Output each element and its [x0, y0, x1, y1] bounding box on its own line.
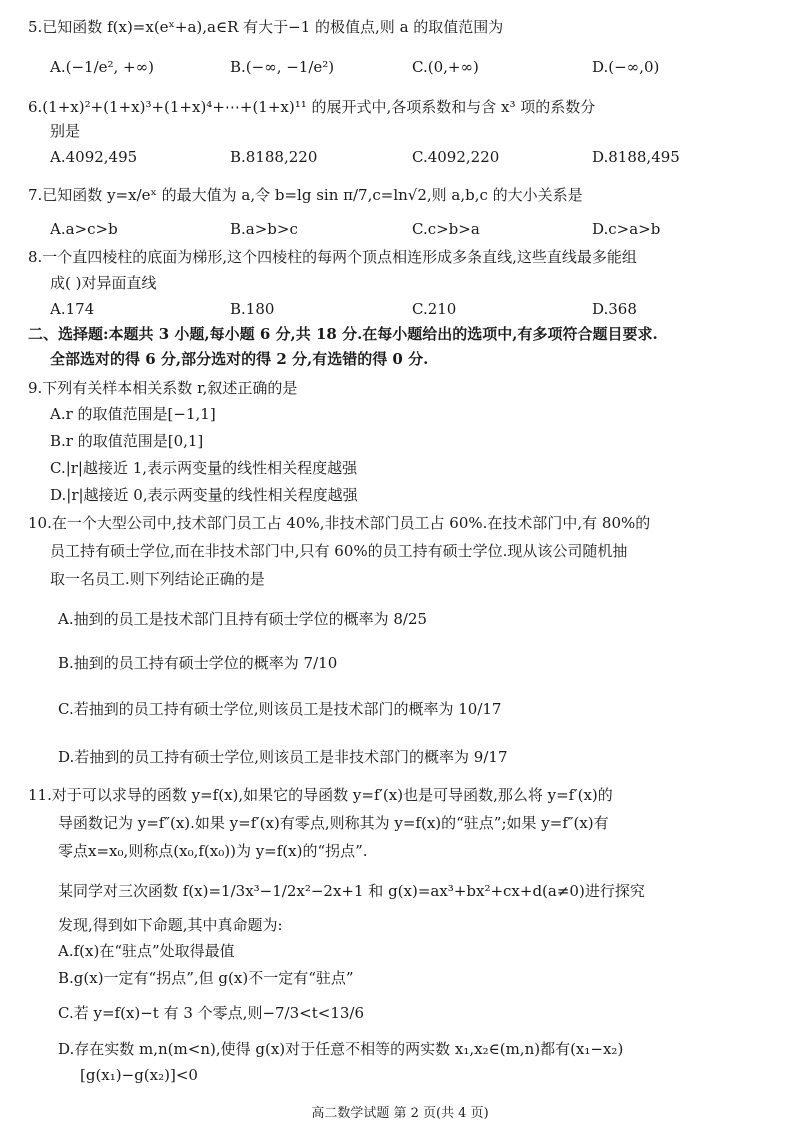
- question-10-option-d: D.若抽到的员工持有硕士学位,则该员工是非技术部门的概率为 9/17: [58, 748, 508, 766]
- question-7-stem: 7.已知函数 y=x/eˣ 的最大值为 a,令 b=lg sin π/7,c=ln√2,则 a,b,c 的大小关系是: [28, 186, 583, 204]
- question-6-option-d: D.8188,495: [592, 148, 680, 166]
- question-9-option-c: C.|r|越接近 1,表示两变量的线性相关程度越强: [50, 459, 358, 477]
- question-8-option-a: A.174: [50, 300, 95, 318]
- question-11-option-c: C.若 y=f(x)−t 有 3 个零点,则−7/3<t<13/6: [58, 1004, 365, 1022]
- question-9-option-a: A.r 的取值范围是[−1,1]: [50, 405, 216, 423]
- question-7-option-d: D.c>a>b: [592, 220, 661, 238]
- question-9-option-d: D.|r|越接近 0,表示两变量的线性相关程度越强: [50, 486, 358, 504]
- page-footer: 高二数学试题 第 2 页(共 4 页): [311, 1106, 489, 1121]
- section-2-heading-line2: 全部选对的得 6 分,部分选对的得 2 分,有选错的得 0 分.: [50, 350, 429, 368]
- question-11-option-d-continued: [g(x₁)−g(x₂)]<0: [80, 1066, 198, 1084]
- question-8-option-c: C.210: [412, 300, 457, 318]
- question-11-stem-line1: 11.对于可以求导的函数 y=f(x),如果它的导函数 y=f′(x)也是可导函数,那么将 y=f′(x)的: [28, 786, 613, 804]
- question-6-option-a: A.4092,495: [50, 148, 138, 166]
- question-9-option-b: B.r 的取值范围是[0,1]: [50, 432, 204, 450]
- question-7-option-c: C.c>b>a: [412, 220, 480, 238]
- question-6-stem-line1: 6.(1+x)²+(1+x)³+(1+x)⁴+⋯+(1+x)¹¹ 的展开式中,各项系数和与含 x³ 项的系数分: [28, 98, 596, 116]
- question-5-option-c: C.(0,+∞): [412, 58, 479, 76]
- question-6-stem-line2: 别是: [50, 122, 81, 140]
- question-8-option-b: B.180: [230, 300, 275, 318]
- question-8-stem-line2: 成( )对异面直线: [50, 274, 157, 292]
- question-8-option-d: D.368: [592, 300, 637, 318]
- question-6-option-b: B.8188,220: [230, 148, 318, 166]
- question-11-stem-line5: 发现,得到如下命题,其中真命题为:: [58, 916, 283, 934]
- question-6-option-c: C.4092,220: [412, 148, 500, 166]
- question-10-stem-line3: 取一名员工.则下列结论正确的是: [50, 570, 265, 588]
- question-8-stem-line1: 8.一个直四棱柱的底面为梯形,这个四棱柱的每两个顶点相连形成多条直线,这些直线最多能组: [28, 248, 637, 266]
- question-9-stem: 9.下列有关样本相关系数 r,叙述正确的是: [28, 379, 298, 397]
- question-5-option-b: B.(−∞, −1/e²): [230, 58, 335, 76]
- section-2-heading-line1: 二、选择题:本题共 3 小题,每小题 6 分,共 18 分.在每小题给出的选项中,有多项符合题目要求.: [28, 325, 658, 343]
- question-11-option-d: D.存在实数 m,n(m<n),使得 g(x)对于任意不相等的两实数 x₁,x₂∈(m,n)都有(x₁−x₂): [58, 1040, 624, 1058]
- question-11-option-a: A.f(x)在“驻点”处取得最值: [58, 942, 235, 960]
- question-5-option-d: D.(−∞,0): [592, 58, 660, 76]
- question-11-stem-line4: 某同学对三次函数 f(x)=1/3x³−1/2x²−2x+1 和 g(x)=ax³+bx²+cx+d(a≠0)进行探究: [58, 882, 645, 900]
- question-11-option-b: B.g(x)一定有“拐点”,但 g(x)不一定有“驻点”: [58, 969, 354, 987]
- question-11-stem-line3: 零点x=x₀,则称点(x₀,f(x₀))为 y=f(x)的“拐点”.: [58, 842, 368, 860]
- question-5-option-a: A.(−1/e², +∞): [50, 58, 154, 76]
- question-5-stem: 5.已知函数 f(x)=x(eˣ+a),a∈R 有大于−1 的极值点,则 a 的取值范围为: [28, 18, 504, 36]
- question-7-option-b: B.a>b>c: [230, 220, 298, 238]
- question-10-stem-line1: 10.在一个大型公司中,技术部门员工占 40%,非技术部门员工占 60%.在技术部门中,有 80%的: [28, 514, 651, 532]
- question-10-stem-line2: 员工持有硕士学位,而在非技术部门中,只有 60%的员工持有硕士学位.现从该公司随机抽: [50, 542, 628, 560]
- question-7-option-a: A.a>c>b: [50, 220, 118, 238]
- question-10-option-b: B.抽到的员工持有硕士学位的概率为 7/10: [58, 654, 338, 672]
- question-10-option-a: A.抽到的员工是技术部门且持有硕士学位的概率为 8/25: [58, 610, 428, 628]
- question-11-stem-line2: 导函数记为 y=f″(x).如果 y=f′(x)有零点,则称其为 y=f(x)的“驻点”;如果 y=f″(x)有: [58, 814, 609, 832]
- question-10-option-c: C.若抽到的员工持有硕士学位,则该员工是技术部门的概率为 10/17: [58, 700, 502, 718]
